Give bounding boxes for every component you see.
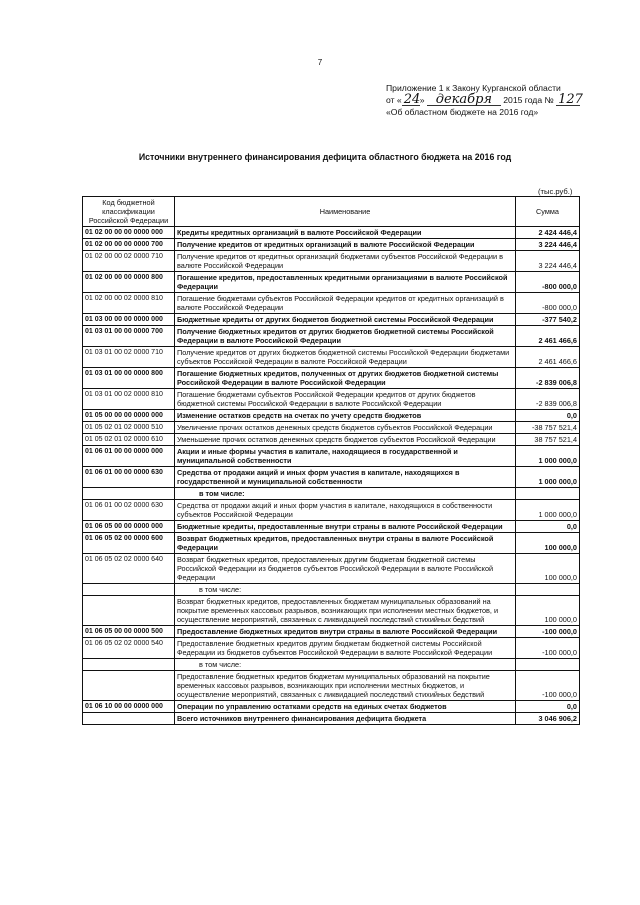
table-row [83, 713, 580, 725]
cell-code: 01 06 01 00 00 0000 630 [83, 467, 175, 488]
cell-name: в том числе: [175, 488, 516, 500]
cell-sum: 1 000 000,0 [516, 500, 580, 521]
cell-sum: -100 000,0 [516, 626, 580, 638]
table-row [83, 272, 580, 293]
table-row [83, 659, 580, 671]
table-row [83, 626, 580, 638]
appendix-line-1: Приложение 1 к Закону Курганской области [386, 83, 561, 93]
cell-name: Увеличение прочих остатков денежных средств бюджетов субъектов Российской Федерации [175, 422, 516, 434]
cell-code: 01 06 10 00 00 0000 000 [83, 701, 175, 713]
table-row [83, 596, 580, 626]
cell-name: Акции и иные формы участия в капитале, находящиеся в государственной и муниципальной собственности [175, 446, 516, 467]
table-row [83, 584, 580, 596]
cell-name: Операции по управлению остатками средств на единых счетах бюджетов [175, 701, 516, 713]
cell-sum: 2 424 446,4 [516, 227, 580, 239]
cell-code: 01 02 00 00 00 0000 800 [83, 272, 175, 293]
table-row [83, 410, 580, 422]
table-row [83, 389, 580, 410]
cell-name: Предоставление бюджетных кредитов внутри страны в валюте Российской Федерации [175, 626, 516, 638]
cell-name: Получение кредитов от других бюджетов бюджетной системы Российской Федерации бюджетами субъектов Российской Федерации в валюте Российской Федерации [175, 347, 516, 368]
cell-name: Предоставление бюджетных кредитов бюджетам муниципальных образований на покрытие временных кассовых разрывов, возникающих при исполнении местных бюджетов, и осуществление мероприятий, связанных с ликвидацией последствий стихийных бедствий [175, 671, 516, 701]
cell-sum: -377 540,2 [516, 314, 580, 326]
handwritten-law-number: 127 [558, 92, 583, 107]
cell-name: в том числе: [175, 584, 516, 596]
table-row [83, 638, 580, 659]
cell-code: 01 06 05 02 00 0000 600 [83, 533, 175, 554]
cell-code: 01 06 05 02 02 0000 640 [83, 554, 175, 584]
cell-code: 01 02 00 00 00 0000 700 [83, 239, 175, 251]
table-row [83, 368, 580, 389]
cell-name: Бюджетные кредиты, предоставленные внутри страны в валюте Российской Федерации [175, 521, 516, 533]
table-row [83, 488, 580, 500]
cell-sum: -2 839 006,8 [516, 389, 580, 410]
cell-code: 01 02 00 00 02 0000 710 [83, 251, 175, 272]
cell-code: 01 03 00 00 00 0000 000 [83, 314, 175, 326]
cell-name: Получение бюджетных кредитов от других бюджетов бюджетной системы Российской Федерации в валюте Российской Федерации [175, 326, 516, 347]
table-row [83, 422, 580, 434]
cell-sum: 3 224 446,4 [516, 239, 580, 251]
cell-code: 01 06 05 00 00 0000 500 [83, 626, 175, 638]
cell-sum: 2 461 466,6 [516, 347, 580, 368]
table-row [83, 521, 580, 533]
cell-sum: 3 046 906,2 [516, 713, 580, 725]
cell-sum: 100 000,0 [516, 533, 580, 554]
table-row [83, 293, 580, 314]
cell-code [83, 659, 175, 671]
cell-name: в том числе: [175, 659, 516, 671]
cell-code [83, 488, 175, 500]
year-text: 2015 года № [503, 95, 554, 105]
table-row [83, 533, 580, 554]
page-number: 7 [317, 58, 323, 67]
cell-sum: 100 000,0 [516, 596, 580, 626]
date-prefix: от « [386, 95, 402, 105]
document-title: Источники внутреннего финансирования дефицита областного бюджета на 2016 год [138, 152, 512, 162]
cell-sum: -2 839 006,8 [516, 368, 580, 389]
cell-code: 01 05 02 01 02 0000 610 [83, 434, 175, 446]
cell-code: 01 06 05 02 02 0000 540 [83, 638, 175, 659]
cell-sum [516, 659, 580, 671]
cell-sum: 2 461 466,6 [516, 326, 580, 347]
cell-sum: 38 757 521,4 [516, 434, 580, 446]
appendix-header [386, 82, 616, 118]
table-row [83, 326, 580, 347]
cell-sum: -800 000,0 [516, 293, 580, 314]
table-row [83, 701, 580, 713]
cell-code: 01 02 00 00 00 0000 000 [83, 227, 175, 239]
cell-code [83, 671, 175, 701]
table-row [83, 227, 580, 239]
cell-code [83, 596, 175, 626]
units-label: (тыс.руб.) [538, 187, 573, 196]
table-body [83, 227, 580, 725]
table-row [83, 251, 580, 272]
cell-sum: -100 000,0 [516, 638, 580, 659]
table-row [83, 500, 580, 521]
cell-name: Средства от продажи акций и иных форм участия в капитале, находящихся в собственности субъектов Российской Федерации [175, 500, 516, 521]
cell-name: Средства от продажи акций и иных форм участия в капитале, находящихся в государственной и муниципальной собственности [175, 467, 516, 488]
table-row [83, 434, 580, 446]
cell-code: 01 03 01 00 02 0000 710 [83, 347, 175, 368]
cell-sum: 0,0 [516, 410, 580, 422]
table-row [83, 467, 580, 488]
cell-name: Погашение бюджетных кредитов, полученных от других бюджетов бюджетной системы Российской Федерации в валюте Российской Федерации [175, 368, 516, 389]
cell-code: 01 02 00 00 02 0000 810 [83, 293, 175, 314]
cell-name: Возврат бюджетных кредитов, предоставленных другим бюджетам бюджетной системы Российской Федерации из бюджетов субъектов Российской Федерации в валюте Российской Федерации [175, 554, 516, 584]
cell-name: Изменение остатков средств на счетах по учету средств бюджетов [175, 410, 516, 422]
table-header-row [83, 197, 580, 227]
header-name: Наименование [175, 197, 516, 227]
cell-name: Уменьшение прочих остатков денежных средств бюджетов субъектов Российской Федерации [175, 434, 516, 446]
financing-table [82, 196, 580, 725]
cell-name: Возврат бюджетных кредитов, предоставленных бюджетам муниципальных образований на покрытие временных кассовых разрывов, возникающих при исполнении местных бюджетов, и осуществление мероприятий, связанных с ликвидацией последствий стихийных бедствий [175, 596, 516, 626]
date-mid: » [419, 95, 425, 105]
cell-name: Получение кредитов от кредитных организаций бюджетами субъектов Российской Федерации в валюте Российской Федерации [175, 251, 516, 272]
handwritten-day: 24 [403, 92, 421, 107]
appendix-line-3: «Об областном бюджете на 2016 год» [386, 107, 539, 117]
cell-sum: 0,0 [516, 701, 580, 713]
cell-code: 01 06 01 00 00 0000 000 [83, 446, 175, 467]
cell-name: Погашение кредитов, предоставленных кредитными организациями в валюте Российской Федерации [175, 272, 516, 293]
cell-name: Бюджетные кредиты от других бюджетов бюджетной системы Российской Федерации [175, 314, 516, 326]
cell-sum: -800 000,0 [516, 272, 580, 293]
cell-code: 01 06 05 00 00 0000 000 [83, 521, 175, 533]
cell-name: Погашение бюджетами субъектов Российской Федерации кредитов от других бюджетов бюджетной системы Российской Федерации в валюте Российской Федерации [175, 389, 516, 410]
cell-code: 01 05 02 01 02 0000 510 [83, 422, 175, 434]
table-row [83, 347, 580, 368]
cell-name: Возврат бюджетных кредитов, предоставленных внутри страны в валюте Российской Федерации [175, 533, 516, 554]
cell-name: Кредиты кредитных организаций в валюте Российской Федерации [175, 227, 516, 239]
cell-name: Получение кредитов от кредитных организаций в валюте Российской Федерации [175, 239, 516, 251]
cell-sum: 100 000,0 [516, 554, 580, 584]
cell-sum: 1 000 000,0 [516, 446, 580, 467]
cell-sum: 1 000 000,0 [516, 467, 580, 488]
cell-name: Предоставление бюджетных кредитов другим бюджетам бюджетной системы Российской Федерации из бюджетов субъектов Российской Федерации в валюте Российской Федерации [175, 638, 516, 659]
table-row [83, 239, 580, 251]
cell-sum [516, 584, 580, 596]
cell-code: 01 03 01 00 02 0000 810 [83, 389, 175, 410]
cell-sum: 3 224 446,4 [516, 251, 580, 272]
cell-name: Погашение бюджетами субъектов Российской Федерации кредитов от кредитных организаций в валюте Российской Федерации [175, 293, 516, 314]
cell-code [83, 713, 175, 725]
table-row [83, 314, 580, 326]
table-row [83, 554, 580, 584]
cell-name: Всего источников внутреннего финансирования дефицита бюджета [175, 713, 516, 725]
header-code: Код бюджетной классификации Российской Федерации [83, 197, 175, 227]
table-row [83, 671, 580, 701]
cell-sum: -100 000,0 [516, 671, 580, 701]
appendix-line-2 [386, 94, 616, 106]
cell-code: 01 03 01 00 00 0000 800 [83, 368, 175, 389]
cell-sum: 0,0 [516, 521, 580, 533]
cell-sum [516, 488, 580, 500]
cell-code [83, 584, 175, 596]
handwritten-month: декабря [427, 94, 501, 106]
cell-code: 01 05 00 00 00 0000 000 [83, 410, 175, 422]
header-sum: Сумма [516, 197, 580, 227]
table-row [83, 446, 580, 467]
cell-sum: -38 757 521,4 [516, 422, 580, 434]
cell-code: 01 06 01 00 02 0000 630 [83, 500, 175, 521]
cell-code: 01 03 01 00 00 0000 700 [83, 326, 175, 347]
